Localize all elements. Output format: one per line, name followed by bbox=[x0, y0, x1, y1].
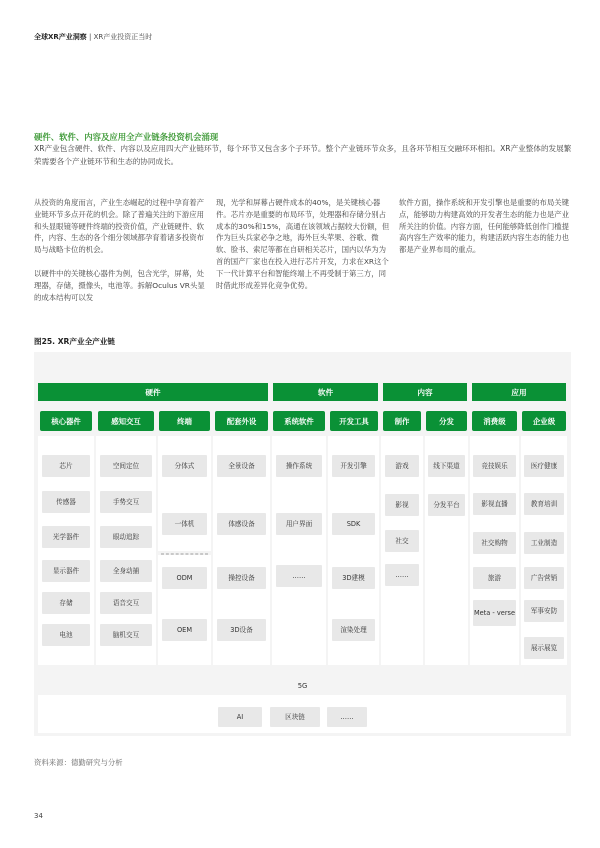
cell-esports: 竞技娱乐 bbox=[473, 455, 516, 477]
cell-storage: 存储 bbox=[42, 592, 90, 614]
cell-education: 教育培训 bbox=[524, 493, 564, 515]
paragraph: 从投资的角度而言，产业生态崛起的过程中孕育着产业链环节多点开花的机会。除了普遍关注的下游应用和头显眼镜等硬件终端的投资价值，产业链硬件、软件，内容、生态的各个细分领域都孕育着诸多投资布局与战略卡位的机会。 bbox=[34, 198, 204, 255]
body-column-1 bbox=[34, 197, 206, 315]
cell-control-device: 操控设备 bbox=[217, 567, 266, 589]
subheader-perception: 感知交互 bbox=[98, 411, 154, 431]
subheader-core: 核心器件 bbox=[40, 411, 92, 431]
cell-gesture: 手势交互 bbox=[100, 491, 152, 513]
subheader-consumer: 消费级 bbox=[472, 411, 517, 431]
header-rest: | XR产业投资正当时 bbox=[86, 33, 153, 41]
section-title: 硬件、软件、内容及应用全产业链条投资机会涌现 bbox=[34, 132, 219, 142]
source-note: 资料来源：德勤研究与分析 bbox=[34, 758, 123, 767]
cell-distribution-platform: 分发平台 bbox=[428, 494, 465, 516]
cell-live-streaming: 影视直播 bbox=[473, 493, 516, 515]
running-header bbox=[34, 32, 152, 42]
cell-manufacturing: 工业制造 bbox=[524, 532, 564, 554]
body-column-3 bbox=[399, 197, 569, 268]
cell-offline-channel: 线下渠道 bbox=[428, 455, 465, 477]
cell-metaverse: Meta - verse bbox=[473, 600, 516, 626]
cell-ai: AI bbox=[218, 707, 262, 727]
cell-bci: 脑机交互 bbox=[100, 624, 152, 646]
cell-production-more: …… bbox=[385, 564, 419, 586]
cell-3d-device: 3D设备 bbox=[217, 619, 266, 641]
body-column-2 bbox=[216, 197, 390, 303]
cell-display: 显示器件 bbox=[42, 560, 90, 582]
cell-social-shopping: 社交购物 bbox=[473, 532, 516, 554]
cell-motion-capture: 全身动捕 bbox=[100, 560, 152, 582]
paragraph: 现，光学和屏幕占硬件成本的40%，是关键核心器件。芯片亦是重要的布局环节，处理器和存储分别占成本的30%和15%，高通在该领域占据较大份额，但作为巨头兵家必争之地，海外巨头苹果、谷歌、微软、脸书、索尼等都在自研相关芯片，国内以华为为首的国产厂家也在投入进行芯片开发，力求在XR这个下一代计算平台和智能终端上不再受制于第三方，同时借此形成差异化竞争优势。 bbox=[216, 198, 390, 290]
terminal-divider bbox=[161, 553, 208, 555]
paragraph: 软件方面，操作系统和开发引擎也是重要的布局关键点，能够助力构建高效的开发者生态的能力也是产业所关注的价值。内容方面，任何能够降低创作门槛提高内容生产效率的能力，构建活跃内容生态的能力也都是产业界布局的重点。 bbox=[399, 198, 569, 255]
subheader-production: 制作 bbox=[383, 411, 421, 431]
cell-advertising: 广告营销 bbox=[524, 567, 564, 589]
cell-defense: 军事安防 bbox=[524, 600, 564, 622]
cell-games: 游戏 bbox=[385, 455, 419, 477]
paragraph: 以硬件中的关键核心器件为例，包含光学，屏幕，处理器，存储，摄像头，电池等。拆解Oculus VR头显的成本结构可以发 bbox=[34, 268, 205, 302]
cell-healthcare: 医疗健康 bbox=[524, 455, 564, 477]
cell-engine: 开发引擎 bbox=[332, 455, 375, 477]
subheader-system: 系统软件 bbox=[273, 411, 325, 431]
cell-sensor: 传感器 bbox=[42, 491, 90, 513]
figure-title: 图25. XR产业全产业链 bbox=[34, 337, 115, 346]
cell-all-in-one: 一体机 bbox=[162, 513, 207, 535]
cell-exhibition: 展示展览 bbox=[524, 637, 564, 659]
cell-spatial-positioning: 空间定位 bbox=[100, 455, 152, 477]
software-bar: 软件 bbox=[273, 383, 378, 401]
cell-social: 社交 bbox=[385, 530, 419, 552]
cell-motion-device: 体感设备 bbox=[217, 513, 266, 535]
subheader-distribution: 分发 bbox=[426, 411, 467, 431]
subheader-terminal: 终端 bbox=[159, 411, 210, 431]
page-number: 34 bbox=[34, 812, 43, 820]
intro-paragraph: XR产业包含硬件、软件、内容以及应用四大产业链环节，每个环节又包含多个子环节。整个产业链环节众多，且各环节相互交融环环相扣。XR产业整体的发展繁荣需要各个产业链环节和生态的协同成长。 bbox=[34, 144, 572, 166]
cell-panoramic: 全景设备 bbox=[217, 455, 266, 477]
cell-film: 影视 bbox=[385, 494, 419, 516]
cell-system-more: …… bbox=[276, 565, 322, 587]
cell-optics: 光学器件 bbox=[42, 526, 90, 548]
content-bar: 内容 bbox=[383, 383, 467, 401]
base-5g-label: 5G bbox=[297, 682, 308, 690]
application-bar: 应用 bbox=[472, 383, 566, 401]
cell-split: 分体式 bbox=[162, 455, 207, 477]
cell-sdk: SDK bbox=[332, 513, 375, 535]
cell-eye-tracking: 眼动追踪 bbox=[100, 526, 152, 548]
cell-3d-modeling: 3D建模 bbox=[332, 567, 375, 589]
cell-odm: ODM bbox=[162, 567, 207, 589]
cell-rendering: 渲染处理 bbox=[332, 619, 375, 641]
cell-base-more: …… bbox=[327, 707, 367, 727]
cell-tourism: 旅游 bbox=[473, 567, 516, 589]
cell-voice: 语音交互 bbox=[100, 592, 152, 614]
subheader-enterprise: 企业级 bbox=[522, 411, 566, 431]
cell-os: 操作系统 bbox=[276, 455, 322, 477]
cell-blockchain: 区块链 bbox=[270, 707, 320, 727]
cell-chip: 芯片 bbox=[42, 455, 90, 477]
subheader-peripheral: 配套外设 bbox=[215, 411, 268, 431]
cell-oem: OEM bbox=[162, 619, 207, 641]
hardware-bar: 硬件 bbox=[38, 383, 268, 401]
header-bold: 全球XR产业洞察 bbox=[34, 33, 87, 41]
cell-battery: 电池 bbox=[42, 624, 90, 646]
subheader-devtools: 开发工具 bbox=[330, 411, 378, 431]
cell-ui: 用户界面 bbox=[276, 513, 322, 535]
